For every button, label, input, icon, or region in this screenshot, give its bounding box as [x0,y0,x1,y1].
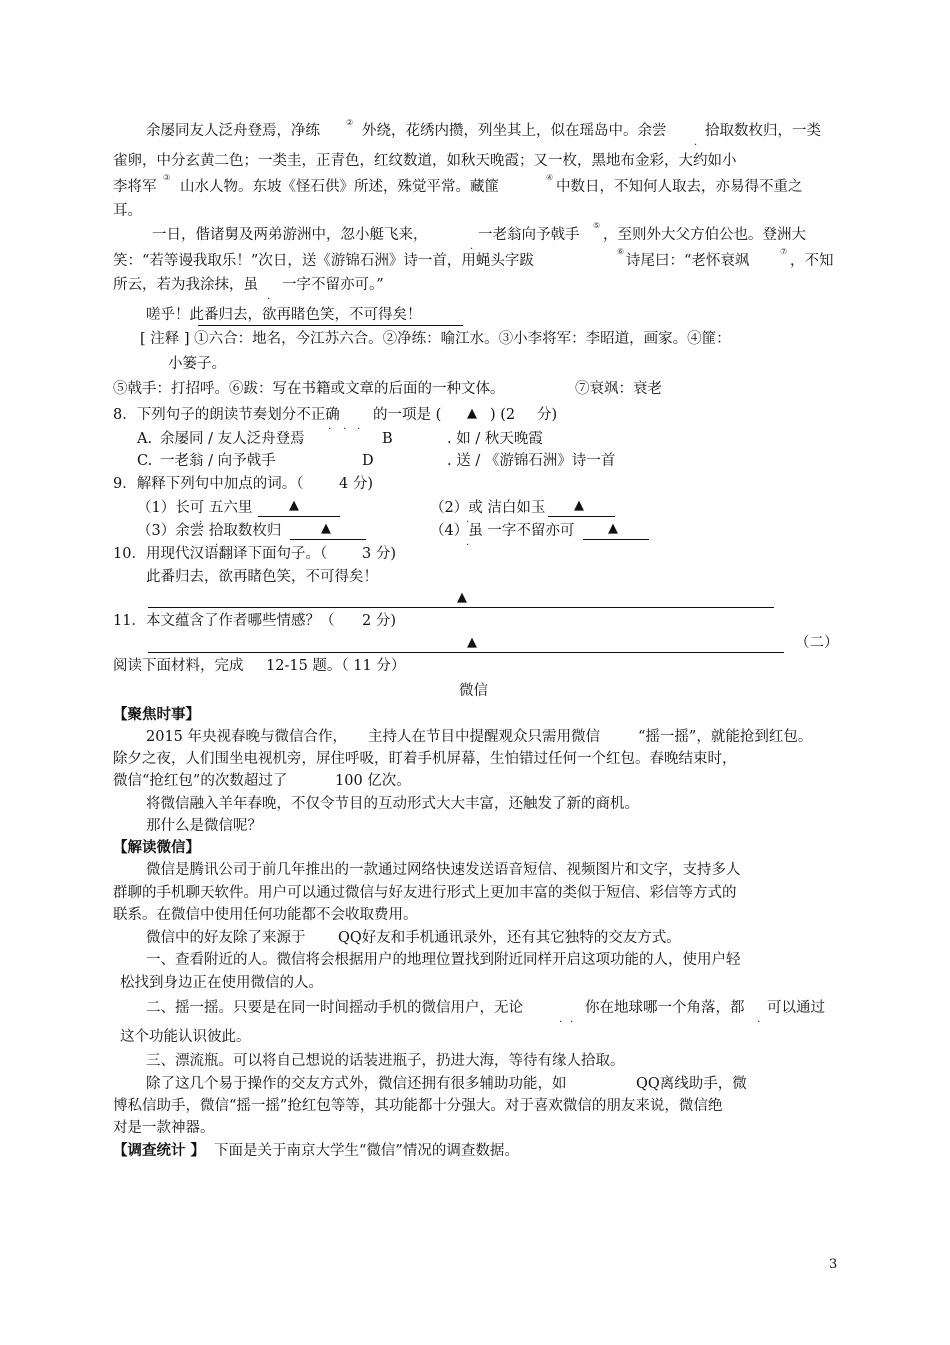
question-9-item: （2）或 洁白如玉 [430,500,546,516]
option-label: D [362,453,374,469]
passage-text: 余屡同友人泛舟登焉，净练 [146,123,320,139]
explain-text: 博私信助手，微信“摇一摇”抢红包等等，其功能都十分强大。对于喜欢微信的朋友来说，微信绝 [113,1098,723,1114]
emphasis-dot: . [466,537,470,548]
answer-line[interactable] [148,607,774,608]
emphasis-dot: . [694,137,698,148]
explain-text: 微信是腾讯公司于前几年推出的一款通过网络快速发送语音短信、视频图片和文字，支持多人 [146,862,741,878]
passage-text: 雀卵，中分玄黄二色；一类圭，正青色，红纹数道，如秋天晚霞；又一枚，黑地布金彩，大约如小 [113,153,737,169]
focus-heading: 【聚焦时事】 [113,706,200,723]
underline [198,325,463,326]
answer-triangle: ▲ [289,498,299,513]
explain-text: 可以通过 [767,1000,825,1016]
passage-text: 山水人物。东坡《怪石供》所述，殊觉平常。藏篚 [180,179,499,195]
answer-triangle: ▲ [608,521,618,536]
emphasis-dot: . [570,1014,574,1025]
question-9-item: （3）余尝 拾取数枚归 [137,523,282,539]
passage-text: 耳。 [113,203,142,219]
emphasis-dot: . [470,241,474,252]
question-8-score: ) (2 [490,407,516,423]
explain-text: 一、查看附近的人。微信将会根据用户的地理位置找到附近同样开启这项功能的人，使用户轻 [146,952,741,968]
answer-blank[interactable] [583,539,649,540]
passage-text: 一字不留亦可。” [282,277,384,293]
emphasis-dot: . [343,421,347,432]
explain-text: 三、漂流瓶。可以将自己想说的话装进瓶子，扔进大海，等待有缘人拾取。 [146,1053,625,1069]
explain-heading: 【解读微信】 [113,839,200,856]
option-label: C. [137,453,153,469]
passage-text: 一老翁向予戟手 [478,227,580,243]
focus-text: 2015 年央视春晚与微信合作， [146,729,348,745]
passage-text: 一日，偕诸舅及两弟游洲中，忽小艇飞来， [152,227,428,243]
focus-text: 将微信融入羊年春晚，不仅令节目的互动形式大大丰富，还触发了新的商机。 [146,796,639,812]
question-8-score: 分) [537,407,558,423]
emphasis-dot: . [267,291,271,302]
passage-text: ，不知 [790,253,834,269]
section-intro: 阅读下面材料，完成 [113,658,244,674]
notes-line: ⑦衰飒：衰老 [575,381,662,397]
explain-text: 微信中的好友除了来源于 [146,930,306,946]
explain-text: 对是一款神器。 [113,1120,215,1136]
article-title: 微信 [459,683,488,699]
answer-blank[interactable] [548,516,615,517]
emphasis-dot: . [757,1014,761,1025]
notes-line: [ 注释 ] ①六合：地名，今江苏六合。②净练：喻江水。③小李将军：李昭道，画家。④篚： [140,331,731,347]
footnote-marker: ⑤ [593,221,601,230]
question-8-stem: 8．下列句子的朗读节奏划分不正确 [113,407,340,423]
emphasis-dot: . [215,537,219,548]
focus-text: 那什么是微信呢？ [146,818,262,834]
footnote-marker: ⑦ [780,247,788,256]
answer-blank[interactable] [258,516,340,517]
notes-line: 小篓子。 [168,356,226,372]
passage-text: 诗尾曰：“老怀衰飒 [626,253,750,269]
passage-text: 中数日，不知何人取去，亦易得不重之 [556,179,803,195]
passage-text: 外绕，花绣内攒，列坐其上，似在瑶岛中。余尝 [362,123,667,139]
footnote-marker: ③ [163,173,171,182]
emphasis-dot: . [199,514,203,525]
emphasis-dot: . [357,421,361,432]
question-9-item: （1）长可 五六里 [137,500,253,516]
question-10-sentence: 此番归去，欲再睹色笑，不可得矣！ [146,569,378,585]
section-number: （二） [795,635,839,651]
focus-text: “摇一摇”，就能抢到红包。 [638,729,813,745]
focus-text: 主持人在节目中提醒观众只需用微信 [368,729,600,745]
answer-triangle: ▲ [574,498,584,513]
question-10-score: 3 分) [362,546,396,562]
question-11-score: 2 分) [362,613,396,629]
survey-heading: 【调查统计 】 [113,1142,206,1159]
emphasis-dot: . [466,514,470,525]
question-8-stem: 的一项是 ( [373,407,442,423]
passage-text: 李将军 [113,179,157,195]
passage-text: 笑：“若等谩我取乐！”次日，送《游锦石洲》诗一首，用蝇头字跋 [113,253,534,269]
explain-text: 松找到身边正在使用微信的人。 [120,975,323,991]
explain-text: 二、摇一摇。只要是在同一时间摇动手机的微信用户，无论 [146,1000,523,1016]
focus-text: 100 亿次。 [335,773,411,789]
notes-line: ⑤戟手：打招呼。⑥跋：写在书籍或文章的后面的一种文体。 [113,381,505,397]
question-11-stem: 11．本文蕴含了作者哪些情感？（ [113,613,335,629]
passage-text: 所云，若为我涂抹，虽 [113,277,258,293]
answer-triangle: ▲ [467,635,477,650]
answer-blank[interactable] [290,539,366,540]
passage-text: 拾取数枚归，一类 [705,123,821,139]
explain-text: 你在地球哪一个角落，都 [585,1000,745,1016]
answer-line[interactable] [148,652,784,653]
question-10-stem: 10．用现代汉语翻译下面句子。（ [113,546,328,562]
footnote-marker: ⑥ [617,247,625,256]
survey-text: 下面是关于南京大学生“微信”情况的调查数据。 [214,1143,519,1159]
explain-text: 群聊的手机聊天软件。用户可以通过微信与好友进行形式上更加丰富的类似于短信、彩信等方式的 [113,885,737,901]
explain-text: 这个功能认识彼此。 [120,1029,251,1045]
answer-triangle: ▲ [457,590,467,605]
question-9-score: 4 分) [339,476,373,492]
explain-text: QQ好友和手机通讯录外，还有其它独特的交友方式。 [338,930,681,946]
focus-text: 除夕之夜，人们围坐电视机旁，屏住呼吸，盯着手机屏幕，生怕错过任何一个红包。春晚结束时， [113,751,737,767]
question-9-item: （4）虽 一字不留亦可 [430,523,575,539]
emphasis-dot: . [328,421,332,432]
section-intro: 12-15 题。（ 11 分） [266,658,406,674]
option-label: A. [137,431,153,447]
option-label: B [382,431,393,447]
footnote-marker: ④ [546,173,554,182]
answer-triangle: ▲ [321,521,331,536]
footnote-marker: ② [346,118,354,127]
underlined-sentence: 嗟乎！此番归去，欲再睹色笑，不可得矣！ [146,307,422,323]
page-number: 3 [829,1257,838,1272]
focus-text: 微信“抢红包”的次数超过了 [113,773,288,789]
question-9-stem: 9．解释下列句中加点的词。（ [113,476,304,492]
option-c-text: 一老翁 / 向予戟手 [160,453,276,469]
option-a-text: 余屡同 / 友人泛舟登焉 [160,431,305,447]
emphasis-dot: . [559,1014,563,1025]
explain-text: 除了这几个易于操作的交友方式外，微信还拥有很多辅助功能，如 [146,1076,567,1092]
explain-text: QQ离线助手，微 [636,1076,747,1092]
passage-text: ，至则外大父方伯公也。登洲大 [603,227,806,243]
explain-text: 联系。在微信中使用任何功能都不会收取费用。 [113,907,418,923]
option-d-text: . 送 / 《游锦石洲》诗一首 [447,453,616,469]
answer-triangle: ▲ [467,406,477,421]
option-b-text: . 如 / 秋天晚霞 [447,431,543,447]
